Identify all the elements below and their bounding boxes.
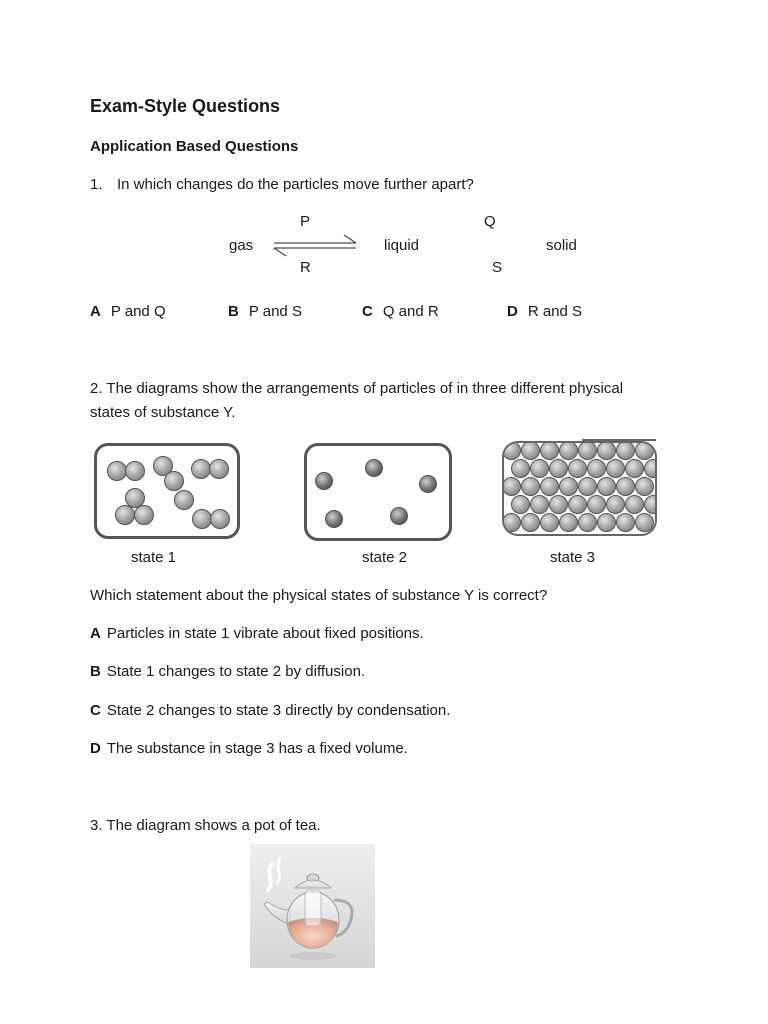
q1-number: 1.: [90, 176, 103, 193]
particle: [559, 441, 578, 460]
state-2-label: state 2: [362, 549, 408, 566]
particle: [107, 461, 127, 481]
particle: [530, 459, 549, 478]
particle: [502, 513, 521, 532]
q1-option-c: C Q and R: [362, 303, 439, 320]
particle: [568, 495, 587, 514]
particle: [625, 459, 644, 478]
particle: [635, 513, 654, 532]
q2-option-c: C State 2 changes to state 3 directly by condensation.: [90, 702, 451, 719]
particle: [209, 459, 229, 479]
q1-option-a: A P and Q: [90, 303, 166, 320]
particle: [578, 513, 597, 532]
particle: [511, 495, 530, 514]
particle: [597, 441, 616, 460]
particle: [125, 461, 145, 481]
particle: [540, 513, 559, 532]
particle: [597, 477, 616, 496]
particle: [635, 477, 654, 496]
particle: [502, 477, 521, 496]
teapot-image: [250, 844, 375, 968]
q2-text-line1: 2. The diagrams show the arrangements of particles of in three different physical: [90, 380, 624, 397]
particle: [521, 441, 540, 460]
q2-question: Which statement about the physical states of substance Y is correct?: [90, 587, 548, 604]
equilibrium-arrows: [270, 232, 360, 260]
particle: [191, 459, 211, 479]
teapot-illustration: [250, 844, 375, 968]
particle: [616, 441, 635, 460]
q2-text-line2: states of substance Y.: [90, 404, 236, 421]
particle: [578, 441, 597, 460]
particle: [192, 509, 212, 529]
page-heading: Exam-Style Questions: [90, 96, 281, 116]
particle: [540, 477, 559, 496]
q1-option-d: D R and S: [507, 303, 583, 320]
particle: [315, 472, 333, 490]
label-q: Q: [484, 213, 496, 230]
q2-option-a: A Particles in state 1 vibrate about fixed positions.: [90, 625, 424, 642]
particle: [210, 509, 230, 529]
particle: [644, 495, 657, 514]
q1-option-b: B P and S: [228, 303, 302, 320]
particle: [502, 441, 521, 460]
particle: [511, 459, 530, 478]
particle: [419, 475, 437, 493]
q2-option-b: B State 1 changes to state 2 by diffusion.: [90, 663, 366, 680]
particle: [625, 495, 644, 514]
particle: [644, 459, 657, 478]
particle: [587, 495, 606, 514]
label-solid: solid: [546, 237, 577, 254]
particle: [325, 510, 343, 528]
state-3-diagram: [502, 441, 657, 536]
particle: [521, 513, 540, 532]
particle: [530, 495, 549, 514]
label-r: R: [300, 259, 311, 276]
section-heading: Application Based Questions: [90, 138, 299, 155]
particle: [174, 490, 194, 510]
particle: [587, 459, 606, 478]
label-gas: gas: [229, 237, 254, 254]
q3-text: 3. The diagram shows a pot of tea.: [90, 817, 321, 834]
particle: [616, 477, 635, 496]
particle: [597, 513, 616, 532]
q2-option-d: D The substance in stage 3 has a fixed volume.: [90, 740, 408, 757]
particle: [606, 495, 625, 514]
particle: [606, 459, 625, 478]
label-s: S: [492, 259, 503, 276]
particle: [559, 477, 578, 496]
particle: [164, 471, 184, 491]
particle: [134, 505, 154, 525]
particle: [540, 441, 559, 460]
state-1-label: state 1: [131, 549, 177, 566]
particle: [578, 477, 597, 496]
particle: [115, 505, 135, 525]
state-3-label: state 3: [550, 549, 596, 566]
particle: [549, 459, 568, 478]
q1-text: In which changes do the particles move further apart?: [117, 176, 474, 193]
particle: [365, 459, 383, 477]
particle: [390, 507, 408, 525]
particle: [635, 441, 654, 460]
particle: [549, 495, 568, 514]
state-1-diagram: [94, 443, 240, 539]
particle: [616, 513, 635, 532]
label-liquid: liquid: [384, 237, 420, 254]
particle: [559, 513, 578, 532]
label-p: P: [300, 213, 311, 230]
state-2-diagram: [304, 443, 452, 541]
particle: [568, 459, 587, 478]
particle: [521, 477, 540, 496]
